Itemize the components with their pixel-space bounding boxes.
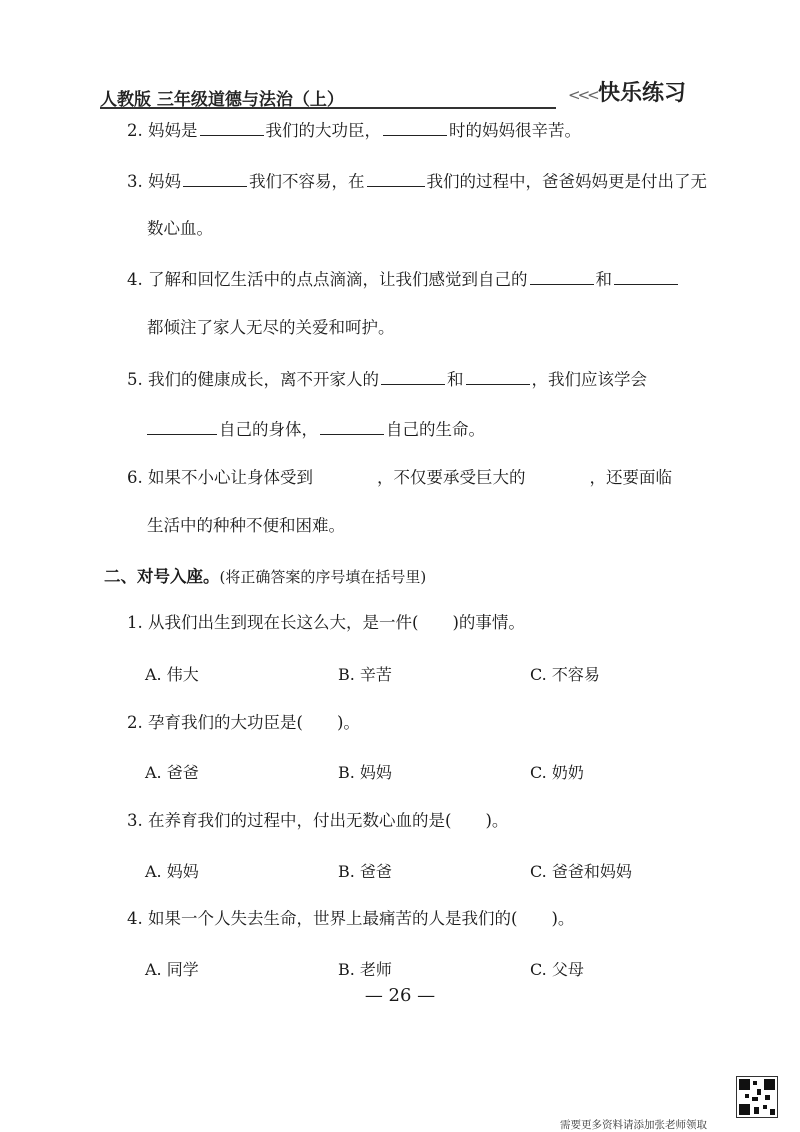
option-b: B. 辛苦 bbox=[338, 665, 392, 684]
option-b: B. 妈妈 bbox=[338, 763, 392, 782]
choice-question-3 bbox=[127, 810, 508, 832]
question-text: 4. 了解和回忆生活中的点点滴滴，让我们感觉到自己的 bbox=[127, 270, 528, 289]
question-text: 3. 在养育我们的过程中，付出无数心血的是( bbox=[127, 811, 452, 830]
section-title: 二、对号入座。 bbox=[104, 567, 220, 586]
question-text: 4. 如果一个人失去生命，世界上最痛苦的人是我们的( bbox=[127, 909, 518, 928]
question-5 bbox=[127, 367, 647, 391]
question-2 bbox=[127, 118, 581, 142]
option-b: B. 爸爸 bbox=[338, 862, 392, 881]
question-text: )。 bbox=[336, 713, 360, 732]
answer-blank[interactable] bbox=[200, 118, 264, 136]
answer-blank[interactable] bbox=[320, 417, 384, 435]
question-text: 2. 孕育我们的大功臣是( bbox=[127, 713, 303, 732]
question-6-continued bbox=[147, 515, 345, 537]
option-a: A. 妈妈 bbox=[145, 862, 199, 881]
question-text: 和 bbox=[447, 370, 464, 389]
question-text: 我们不容易，在 bbox=[249, 172, 365, 191]
answer-blank[interactable] bbox=[367, 169, 425, 187]
option-c: C. 奶奶 bbox=[530, 763, 584, 782]
question-text: 2. 妈妈是 bbox=[127, 121, 198, 140]
choice-question-1 bbox=[127, 612, 525, 634]
question-text: 自己的生命。 bbox=[386, 420, 485, 439]
question-text: )的事情。 bbox=[452, 613, 525, 632]
option-c: C. 父母 bbox=[530, 960, 584, 979]
section-2-heading bbox=[104, 563, 426, 587]
qr-code-icon bbox=[736, 1076, 778, 1118]
question-4 bbox=[127, 267, 680, 291]
question-text: ，还要面临 bbox=[589, 468, 672, 487]
question-text: 1. 从我们出生到现在长这么大，是一件( bbox=[127, 613, 419, 632]
option-c: C. 不容易 bbox=[530, 665, 600, 684]
question-5-continued bbox=[147, 417, 485, 441]
answer-blank[interactable] bbox=[183, 169, 247, 187]
question-text: ，不仅要承受巨大的 bbox=[377, 468, 526, 487]
answer-blank[interactable] bbox=[383, 118, 447, 136]
header-rule bbox=[100, 107, 556, 109]
answer-blank[interactable] bbox=[147, 417, 217, 435]
question-text: 自己的身体， bbox=[219, 420, 318, 439]
question-text: 6. 如果不小心让身体受到 bbox=[127, 468, 313, 487]
question-4-continued bbox=[147, 317, 395, 339]
question-text: 5. 我们的健康成长，离不开家人的 bbox=[127, 370, 379, 389]
qr-caption: 需要更多资料请添加张老师领取 bbox=[560, 1119, 707, 1131]
option-c: C. 爸爸和妈妈 bbox=[530, 862, 632, 881]
question-text: 我们的过程中，爸爸妈妈更是付出了无 bbox=[426, 172, 707, 191]
page-header bbox=[100, 74, 700, 114]
answer-blank[interactable] bbox=[614, 267, 678, 285]
section-banner: 快乐练习 bbox=[598, 81, 687, 106]
question-text: 都倾注了家人无尽的关爱和呵护。 bbox=[147, 318, 395, 337]
question-text: )。 bbox=[485, 811, 509, 830]
question-text: 生活中的种种不便和困难。 bbox=[147, 516, 345, 535]
option-a: A. 爸爸 bbox=[145, 763, 199, 782]
answer-blank[interactable] bbox=[466, 367, 530, 385]
answer-space[interactable] bbox=[526, 465, 590, 483]
option-a: A. 伟大 bbox=[145, 665, 199, 684]
option-b: B. 老师 bbox=[338, 960, 392, 979]
question-text: )。 bbox=[551, 909, 575, 928]
answer-space[interactable] bbox=[313, 465, 377, 483]
choice-question-2 bbox=[127, 712, 360, 734]
answer-blank[interactable] bbox=[381, 367, 445, 385]
question-3 bbox=[127, 169, 707, 193]
question-text: 3. 妈妈 bbox=[127, 172, 181, 191]
question-text: ，我们应该学会 bbox=[531, 370, 647, 389]
question-6 bbox=[127, 465, 672, 489]
page-number: — 26 — bbox=[364, 985, 436, 1006]
question-text: 我们的大功臣， bbox=[265, 121, 381, 140]
book-series-title: 人教版 三年级道德与法治（上） bbox=[100, 90, 344, 110]
question-text: 数心血。 bbox=[147, 219, 213, 238]
question-text: 和 bbox=[595, 270, 612, 289]
chevrons-left-icon: <<< bbox=[568, 86, 597, 104]
answer-blank[interactable] bbox=[530, 267, 594, 285]
question-3-continued bbox=[147, 218, 213, 240]
option-a: A. 同学 bbox=[145, 960, 199, 979]
section-instruction: (将正确答案的序号填在括号里) bbox=[219, 568, 427, 586]
question-text: 时的妈妈很辛苦。 bbox=[449, 121, 581, 140]
choice-question-4 bbox=[127, 908, 574, 930]
